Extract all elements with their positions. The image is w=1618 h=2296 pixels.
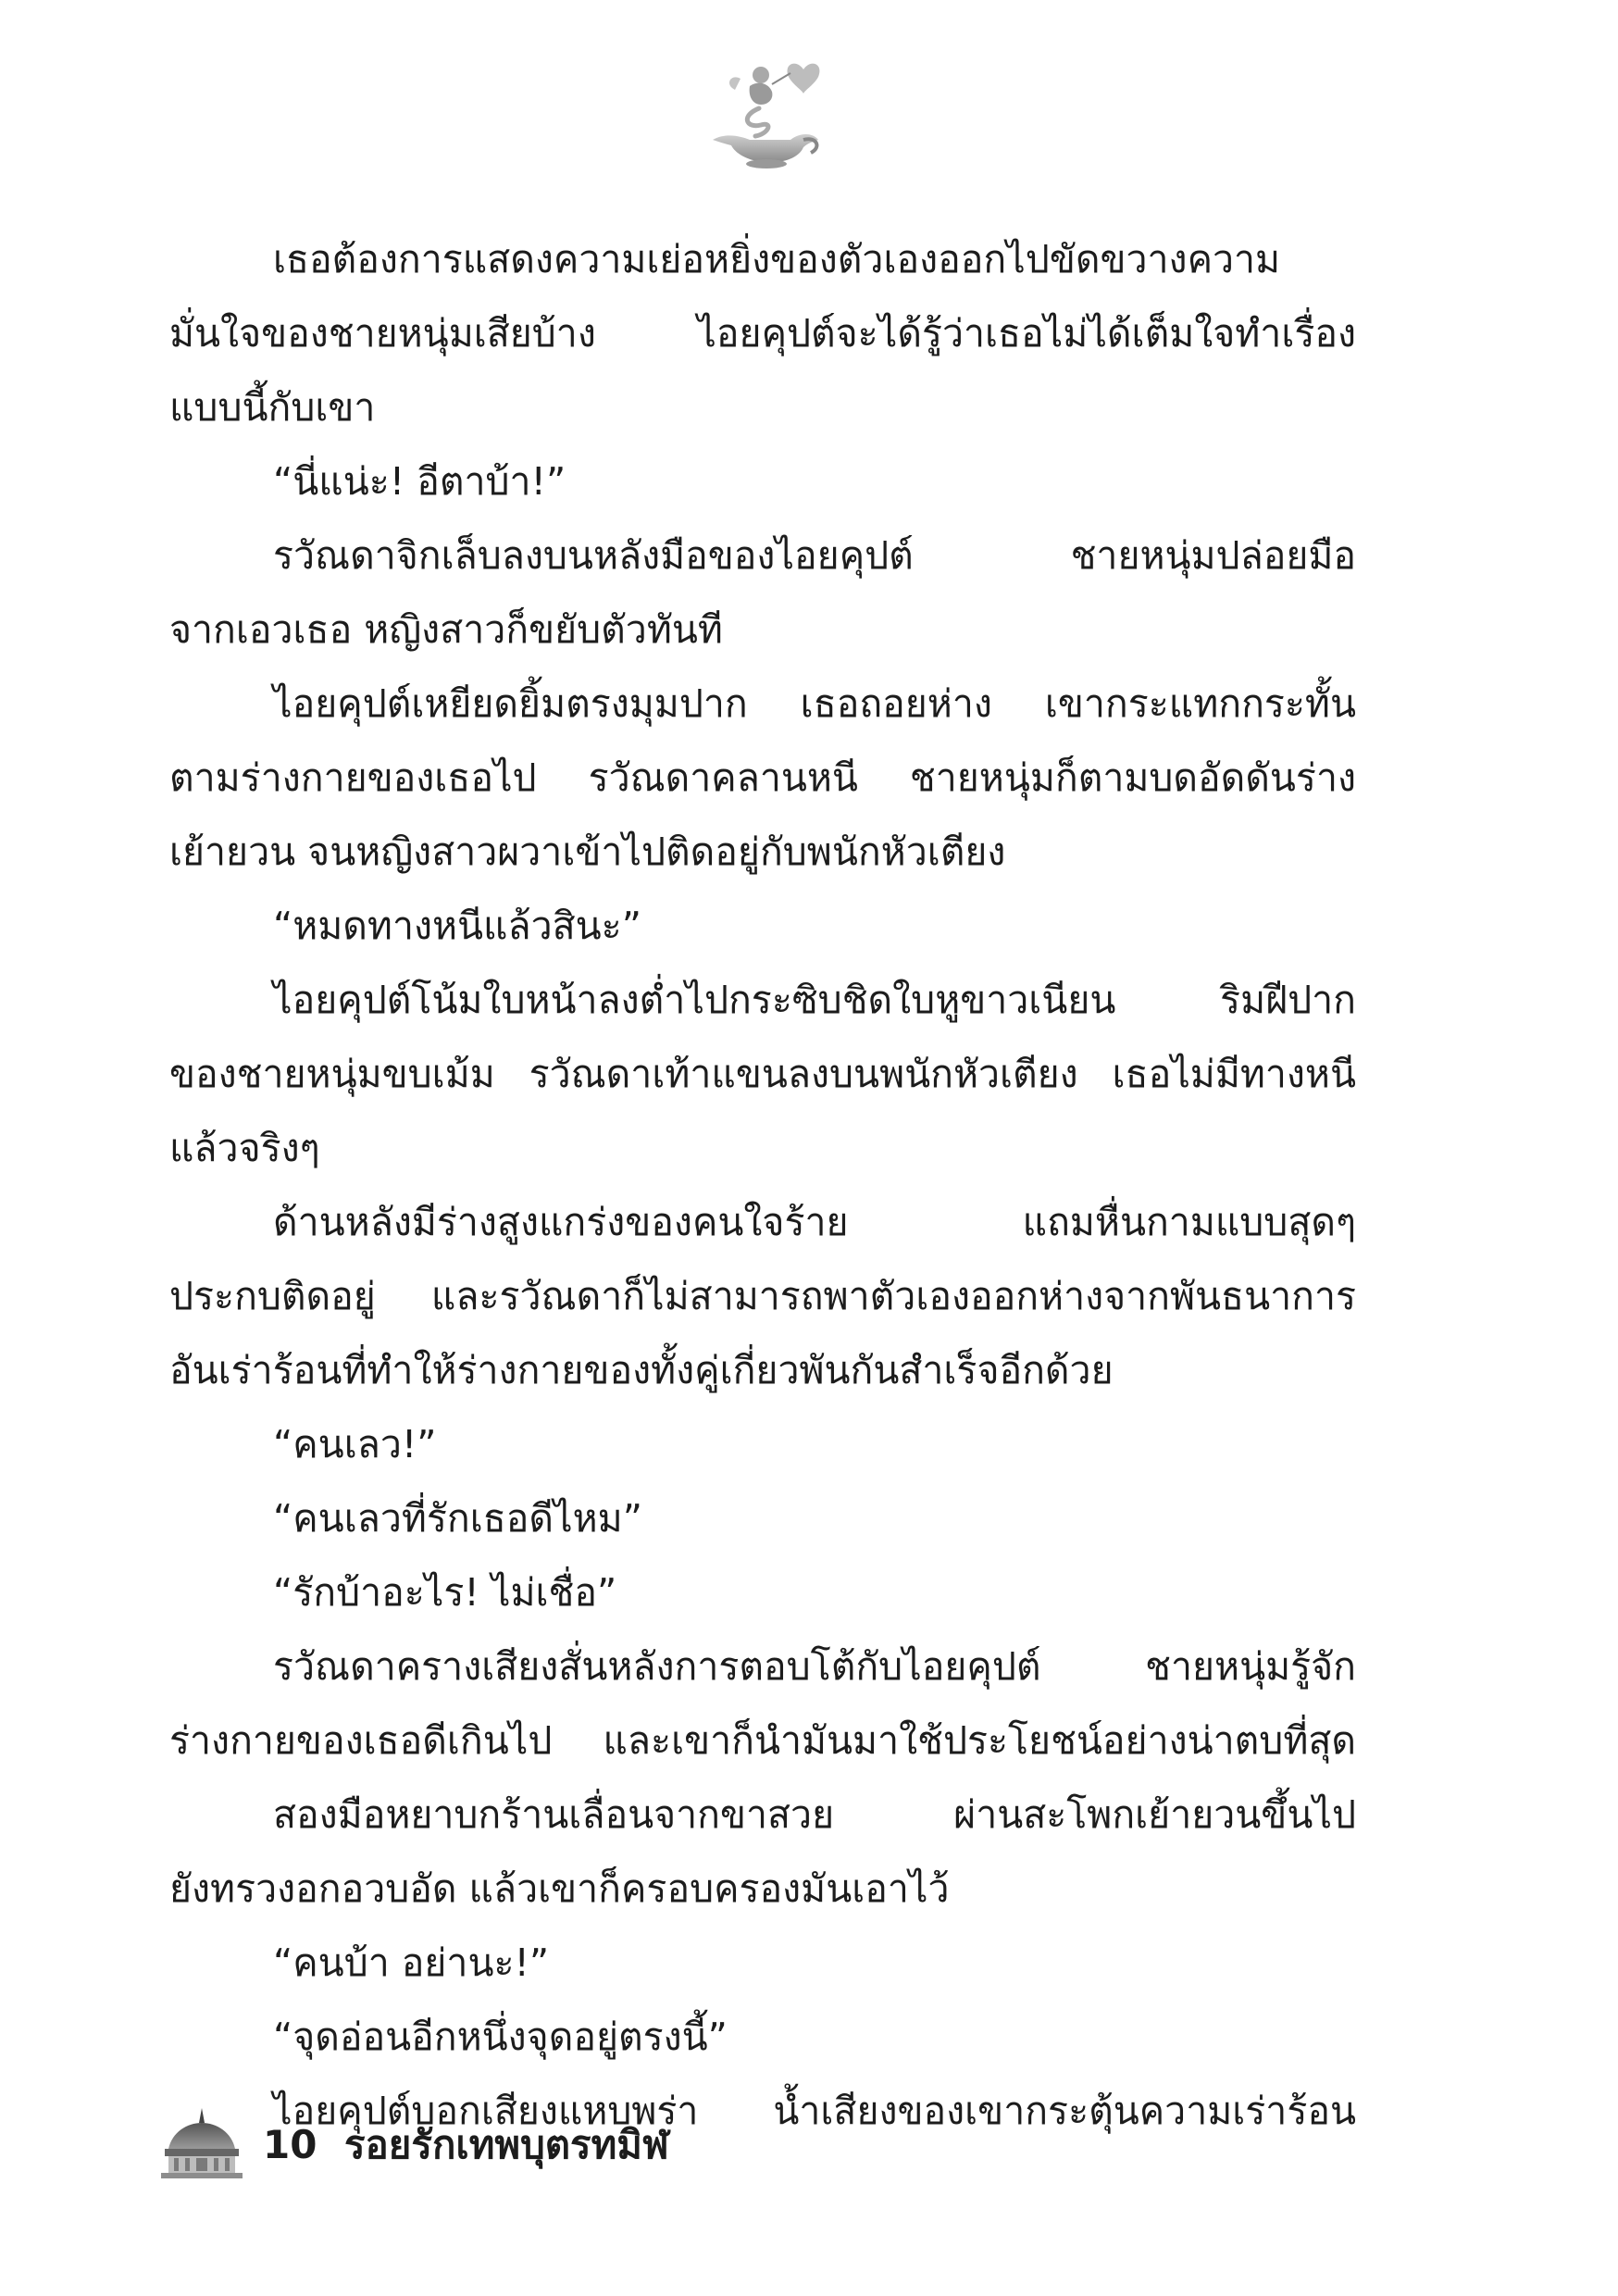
text-line: ยังทรวงอกอวบอัด แล้วเขาก็ครอบครองมันเอาไว้ xyxy=(169,1866,950,1911)
page-footer xyxy=(159,2106,807,2190)
page-number: 10 xyxy=(263,2122,317,2167)
text-line: จากเอวเธอ หญิงสาวก็ขยับตัวทันที xyxy=(169,607,723,652)
text-line: ของชายหนุ่มขบเม้ม รวัณดาเท้าแขนลงบนพนักหัวเตียง เธอไม่มีทางหนี xyxy=(169,1052,1356,1096)
dialogue-line: “รักบ้าอะไร! ไม่เชื่อ” xyxy=(273,1570,617,1615)
dialogue-line: “จุดอ่อนอีกหนึ่งจุดอยู่ตรงนี้” xyxy=(273,2015,728,2059)
text-line: แบบนี้กับเขา xyxy=(169,385,376,430)
cupid-genie-lamp-icon xyxy=(694,51,833,171)
text-line: รวัณดาจิกเล็บลงบนหลังมือของไอยคุปต์ ชายหนุ่มปล่อยมือ xyxy=(273,533,1356,578)
text-line: ไอยคุปต์เหยียดยิ้มตรงมุมปาก เธอถอยห่าง เขากระแทกกระทั้น xyxy=(273,681,1356,726)
text-line: ตามร่างกายของเธอไป รวัณดาคลานหนี ชายหนุ่มก็ตามบดอัดดันร่าง xyxy=(169,755,1356,800)
dialogue-line: “นี่แน่ะ! อีตาบ้า!” xyxy=(273,459,566,504)
text-line: ด้านหลังมีร่างสูงแกร่งของคนใจร้าย แถมหื่นกามแบบสุดๆ xyxy=(273,1200,1356,1244)
text-line: ร่างกายของเธอดีเกินไป และเขาก็นำมันมาใช้ประโยชน์อย่างน่าตบที่สุด xyxy=(169,1718,1356,1763)
book-title: รอยรักเทพบุตรทมิฬ xyxy=(344,2122,669,2167)
text-line: มั่นใจของชายหนุ่มเสียบ้าง ไอยคุปต์จะได้รู้ว่าเธอไม่ได้เต็มใจทำเรื่อง xyxy=(169,311,1356,356)
text-line: ไอยคุปต์บอกเสียงแหบพร่า น้ำเสียงของเขากระตุ้นความเร่าร้อน xyxy=(273,2089,1356,2133)
dialogue-line: “หมดทางหนีแล้วสินะ” xyxy=(273,904,641,948)
text-line: รวัณดาครางเสียงสั่นหลังการตอบโต้กับไอยคุปต์ ชายหนุ่มรู้จัก xyxy=(273,1644,1356,1689)
text-line: แล้วจริงๆ xyxy=(169,1126,320,1170)
text-line: สองมือหยาบกร้านเลื่อนจากขาสวย ผ่านสะโพกเย้ายวนขึ้นไป xyxy=(273,1792,1356,1837)
dialogue-line: “คนเลว!” xyxy=(273,1422,437,1466)
dialogue-line: “คนบ้า อย่านะ!” xyxy=(273,1940,550,1985)
temple-dome-icon xyxy=(159,2106,244,2182)
text-line: เย้ายวน จนหญิงสาวผวาเข้าไปติดอยู่กับพนักหัวเตียง xyxy=(169,830,1006,874)
dialogue-line: “คนเลวที่รักเธอดีไหม” xyxy=(273,1496,642,1541)
text-line: อันเร่าร้อนที่ทำให้ร่างกายของทั้งคู่เกี่ยวพันกันสำเร็จอีกด้วย xyxy=(169,1348,1114,1392)
text-line: เธอต้องการแสดงความเย่อหยิ่งของตัวเองออกไปขัดขวางความ xyxy=(273,237,1281,281)
text-line: ไอยคุปต์โน้มใบหน้าลงต่ำไปกระซิบชิดใบหูขาวเนียน ริมฝีปาก xyxy=(273,978,1356,1022)
text-line: ประกบติดอยู่ และรวัณดาก็ไม่สามารถพาตัวเองออกห่างจากพันธนาการ xyxy=(169,1274,1356,1318)
